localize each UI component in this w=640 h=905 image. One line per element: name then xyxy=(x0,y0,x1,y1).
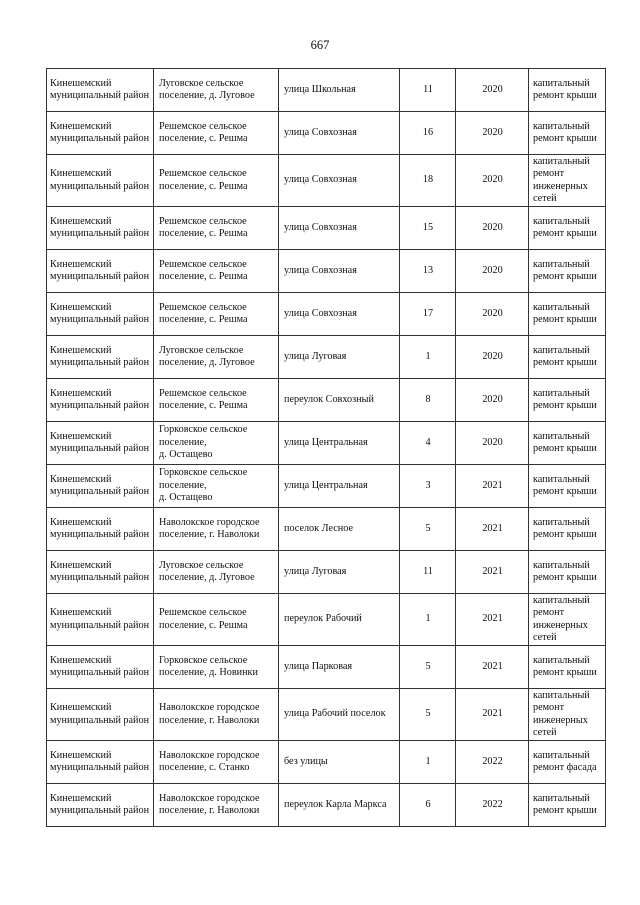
settlement-cell: Наволокское городское поселение, г. Наволоки xyxy=(154,689,279,741)
street-cell: без улицы xyxy=(279,741,400,784)
house-number-cell: 11 xyxy=(400,69,456,112)
work-type-cell: капитальный ремонт крыши xyxy=(529,207,606,250)
municipality-cell: Кинешемский муниципальный район xyxy=(47,465,154,508)
work-type-cell: капитальный ремонт крыши xyxy=(529,112,606,155)
street-cell: улица Совхозная xyxy=(279,250,400,293)
work-type-cell: капитальный ремонт фасада xyxy=(529,741,606,784)
settlement-cell: Наволокское городское поселение, г. Наволоки xyxy=(154,508,279,551)
house-number-cell: 15 xyxy=(400,207,456,250)
municipality-cell: Кинешемский муниципальный район xyxy=(47,293,154,336)
house-number-cell: 16 xyxy=(400,112,456,155)
settlement-cell: Решемское сельское поселение, с. Решма xyxy=(154,207,279,250)
year-cell: 2020 xyxy=(456,69,529,112)
year-cell: 2020 xyxy=(456,379,529,422)
street-cell: улица Совхозная xyxy=(279,112,400,155)
work-type-cell: капитальный ремонт инженерных сетей xyxy=(529,689,606,741)
street-cell: улица Луговая xyxy=(279,336,400,379)
house-number-cell: 5 xyxy=(400,689,456,741)
year-cell: 2020 xyxy=(456,293,529,336)
work-type-cell: капитальный ремонт крыши xyxy=(529,69,606,112)
table-row xyxy=(47,508,606,551)
settlement-cell: Луговское сельское поселение, д. Луговое xyxy=(154,69,279,112)
municipality-cell: Кинешемский муниципальный район xyxy=(47,69,154,112)
house-number-cell: 18 xyxy=(400,155,456,207)
street-cell: улица Луговая xyxy=(279,551,400,594)
year-cell: 2021 xyxy=(456,508,529,551)
settlement-cell: Решемское сельское поселение, с. Решма xyxy=(154,112,279,155)
table-row xyxy=(47,646,606,689)
settlement-cell: Горковское сельское поселение, д. Остащево xyxy=(154,422,279,465)
work-type-cell: капитальный ремонт крыши xyxy=(529,250,606,293)
year-cell: 2020 xyxy=(456,155,529,207)
table-row xyxy=(47,594,606,646)
house-number-cell: 1 xyxy=(400,741,456,784)
municipality-cell: Кинешемский муниципальный район xyxy=(47,379,154,422)
year-cell: 2020 xyxy=(456,422,529,465)
street-cell: улица Школьная xyxy=(279,69,400,112)
settlement-cell: Луговское сельское поселение, д. Луговое xyxy=(154,336,279,379)
table-row xyxy=(47,379,606,422)
settlement-cell: Решемское сельское поселение, с. Решма xyxy=(154,250,279,293)
year-cell: 2021 xyxy=(456,646,529,689)
housing-repair-table xyxy=(46,68,606,827)
table-row xyxy=(47,155,606,207)
work-type-cell: капитальный ремонт инженерных сетей xyxy=(529,155,606,207)
house-number-cell: 13 xyxy=(400,250,456,293)
municipality-cell: Кинешемский муниципальный район xyxy=(47,336,154,379)
street-cell: переулок Совхозный xyxy=(279,379,400,422)
work-type-cell: капитальный ремонт крыши xyxy=(529,293,606,336)
house-number-cell: 6 xyxy=(400,784,456,827)
table-row xyxy=(47,551,606,594)
year-cell: 2022 xyxy=(456,784,529,827)
table-row xyxy=(47,741,606,784)
table-body xyxy=(47,69,606,827)
street-cell: улица Парковая xyxy=(279,646,400,689)
table-row xyxy=(47,207,606,250)
settlement-cell: Горковское сельское поселение, д. Остащево xyxy=(154,465,279,508)
work-type-cell: капитальный ремонт крыши xyxy=(529,784,606,827)
settlement-cell: Решемское сельское поселение, с. Решма xyxy=(154,293,279,336)
street-cell: улица Совхозная xyxy=(279,155,400,207)
year-cell: 2021 xyxy=(456,551,529,594)
house-number-cell: 17 xyxy=(400,293,456,336)
table-row xyxy=(47,689,606,741)
street-cell: переулок Рабочий xyxy=(279,594,400,646)
work-type-cell: капитальный ремонт крыши xyxy=(529,551,606,594)
street-cell: улица Центральная xyxy=(279,422,400,465)
work-type-cell: капитальный ремонт крыши xyxy=(529,422,606,465)
work-type-cell: капитальный ремонт крыши xyxy=(529,336,606,379)
settlement-cell: Решемское сельское поселение, с. Решма xyxy=(154,155,279,207)
table-row xyxy=(47,465,606,508)
municipality-cell: Кинешемский муниципальный район xyxy=(47,250,154,293)
table-row xyxy=(47,784,606,827)
work-type-cell: капитальный ремонт крыши xyxy=(529,465,606,508)
year-cell: 2020 xyxy=(456,250,529,293)
street-cell: поселок Лесное xyxy=(279,508,400,551)
municipality-cell: Кинешемский муниципальный район xyxy=(47,741,154,784)
work-type-cell: капитальный ремонт крыши xyxy=(529,379,606,422)
municipality-cell: Кинешемский муниципальный район xyxy=(47,784,154,827)
table-row xyxy=(47,112,606,155)
year-cell: 2022 xyxy=(456,741,529,784)
street-cell: улица Центральная xyxy=(279,465,400,508)
house-number-cell: 1 xyxy=(400,336,456,379)
year-cell: 2021 xyxy=(456,594,529,646)
municipality-cell: Кинешемский муниципальный район xyxy=(47,207,154,250)
street-cell: переулок Карла Маркса xyxy=(279,784,400,827)
municipality-cell: Кинешемский муниципальный район xyxy=(47,551,154,594)
settlement-cell: Наволокское городское поселение, с. Станко xyxy=(154,741,279,784)
settlement-cell: Луговское сельское поселение, д. Луговое xyxy=(154,551,279,594)
house-number-cell: 5 xyxy=(400,508,456,551)
municipality-cell: Кинешемский муниципальный район xyxy=(47,112,154,155)
street-cell: улица Рабочий поселок xyxy=(279,689,400,741)
table-row xyxy=(47,69,606,112)
house-number-cell: 11 xyxy=(400,551,456,594)
year-cell: 2020 xyxy=(456,207,529,250)
settlement-cell: Решемское сельское поселение, с. Решма xyxy=(154,379,279,422)
year-cell: 2020 xyxy=(456,112,529,155)
work-type-cell: капитальный ремонт крыши xyxy=(529,646,606,689)
year-cell: 2021 xyxy=(456,465,529,508)
settlement-cell: Наволокское городское поселение, г. Наволоки xyxy=(154,784,279,827)
municipality-cell: Кинешемский муниципальный район xyxy=(47,646,154,689)
table-row xyxy=(47,336,606,379)
settlement-cell: Горковское сельское поселение, д. Новинки xyxy=(154,646,279,689)
table-row xyxy=(47,422,606,465)
house-number-cell: 5 xyxy=(400,646,456,689)
municipality-cell: Кинешемский муниципальный район xyxy=(47,508,154,551)
work-type-cell: капитальный ремонт инженерных сетей xyxy=(529,594,606,646)
house-number-cell: 3 xyxy=(400,465,456,508)
table-row xyxy=(47,250,606,293)
work-type-cell: капитальный ремонт крыши xyxy=(529,508,606,551)
house-number-cell: 8 xyxy=(400,379,456,422)
table-row xyxy=(47,293,606,336)
year-cell: 2021 xyxy=(456,689,529,741)
municipality-cell: Кинешемский муниципальный район xyxy=(47,594,154,646)
municipality-cell: Кинешемский муниципальный район xyxy=(47,422,154,465)
municipality-cell: Кинешемский муниципальный район xyxy=(47,689,154,741)
house-number-cell: 1 xyxy=(400,594,456,646)
municipality-cell: Кинешемский муниципальный район xyxy=(47,155,154,207)
street-cell: улица Совхозная xyxy=(279,293,400,336)
house-number-cell: 4 xyxy=(400,422,456,465)
street-cell: улица Совхозная xyxy=(279,207,400,250)
year-cell: 2020 xyxy=(456,336,529,379)
page-number: 667 xyxy=(310,38,330,52)
settlement-cell: Решемское сельское поселение, с. Решма xyxy=(154,594,279,646)
